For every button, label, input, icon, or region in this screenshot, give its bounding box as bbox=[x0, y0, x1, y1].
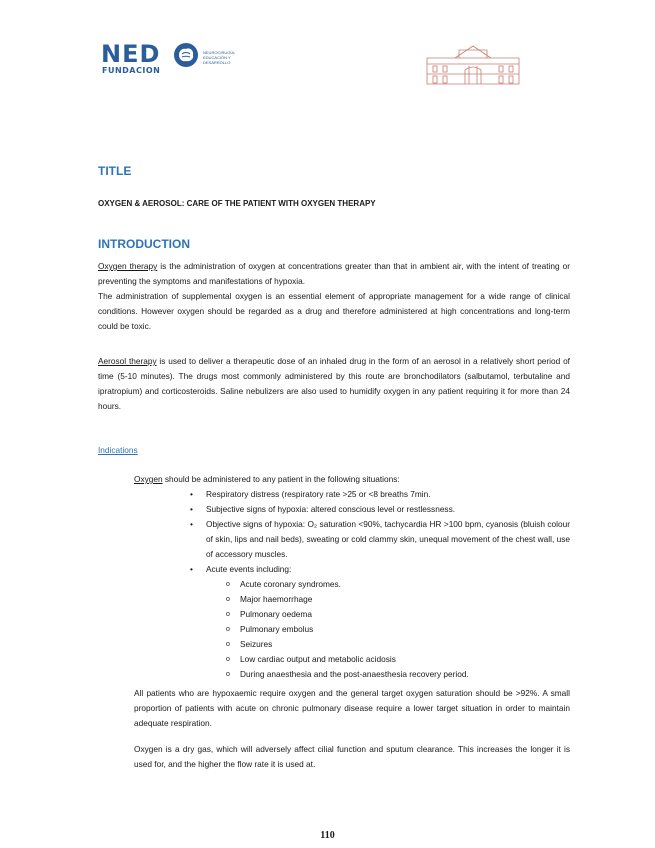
list-item: • Respiratory distress (respiratory rate >25 or <8 breaths 7min. bbox=[190, 487, 570, 502]
aerosol-therapy-term: Aerosol therapy bbox=[98, 356, 157, 366]
hospital-building-icon bbox=[425, 40, 521, 86]
oxygen-term: Oxygen bbox=[134, 474, 163, 484]
title-heading: TITLE bbox=[98, 164, 132, 178]
intro-paragraph-3: Aerosol therapy is used to deliver a therapeutic dose of an inhaled drug in the form of an aerosol in a relatively short period of time (5-10 minutes). The drugs most commonly administered by this route are bronchodilators (salbutamol, terbutaline and ipratropium) and corticosteroids. Saline nebulizers are also used to humidify oxygen in any patient requiring it for more than 24 hours. bbox=[98, 356, 570, 411]
brain-globe-icon bbox=[173, 42, 199, 68]
list-item: • Subjective signs of hypoxia: altered conscious level or restlessness. bbox=[190, 502, 570, 517]
sub-list-item: o Pulmonary oedema bbox=[206, 607, 570, 622]
logo-sub: FUNDACION bbox=[102, 66, 161, 75]
target-saturation-paragraph: All patients who are hypoxaemic require oxygen and the general target oxygen saturation should be >92%. A small proportion of patients with acute on chronic pulmonary disease require a lower target situation in order to maintain adequate respiration. bbox=[134, 688, 570, 728]
sub-list-item: o Low cardiac output and metabolic acidosis bbox=[206, 652, 570, 667]
sub-list-item: o Major haemorrhage bbox=[206, 592, 570, 607]
indications-link[interactable]: Indications bbox=[98, 445, 138, 455]
indications-lead: Oxygen should be administered to any patient in the following situations: bbox=[134, 474, 400, 484]
list-item: • Objective signs of hypoxia: O₂ saturation <90%, tachycardia HR >100 bpm, cyanosis (bluish colour of skin, lips and nail beds), sweating or cold clammy skin, unequal movement of the chest wall, use of accessory muscles. bbox=[190, 517, 570, 562]
acute-events-list bbox=[206, 577, 570, 682]
page-number: 110 bbox=[320, 830, 335, 841]
dry-gas-paragraph: Oxygen is a dry gas, which will adversely affect cilial function and sputum clearance. This increases the longer it is used for, and the higher the flow rate it is used at. bbox=[134, 744, 570, 769]
logo-word: NED bbox=[101, 40, 161, 68]
sub-list-item: o Acute coronary syndromes. bbox=[206, 577, 570, 592]
sub-list-item: o During anaesthesia and the post-anaesthesia recovery period. bbox=[206, 667, 570, 682]
sub-list-item: o Pulmonary embolus bbox=[206, 622, 570, 637]
indications-list bbox=[190, 487, 570, 682]
list-item: • Acute events including: o Acute coronary syndromes. o Major haemorrhage o Pulmonary oedema o Pulmonary embolus o Seizures o Low cardiac output and metabolic acidosis o During anaesthesia and the post-anaesthesia recovery period. bbox=[190, 562, 570, 682]
intro-paragraph-2: The administration of supplemental oxygen is an essential element of appropriate management for a wide range of clinical conditions. However oxygen should be regarded as a drug and therefore administered at high concentrations and long-term could be toxic. bbox=[98, 291, 570, 331]
ned-foundation-logo bbox=[101, 42, 241, 78]
logo-tagline: NEUROCIRUGÍA, EDUCACIÓN Y DESARROLLO bbox=[203, 50, 236, 65]
introduction-heading: INTRODUCTION bbox=[98, 237, 190, 251]
sub-list-item: o Seizures bbox=[206, 637, 570, 652]
oxygen-therapy-term: Oxygen therapy bbox=[98, 261, 158, 271]
intro-paragraph-1: Oxygen therapy is the administration of oxygen at concentrations greater than that in ambient air, with the intent of treating or preventing the symptoms and manifestations of hypoxia. bbox=[98, 261, 570, 286]
document-title: OXYGEN & AEROSOL: CARE OF THE PATIENT WITH OXYGEN THERAPY bbox=[98, 199, 376, 208]
